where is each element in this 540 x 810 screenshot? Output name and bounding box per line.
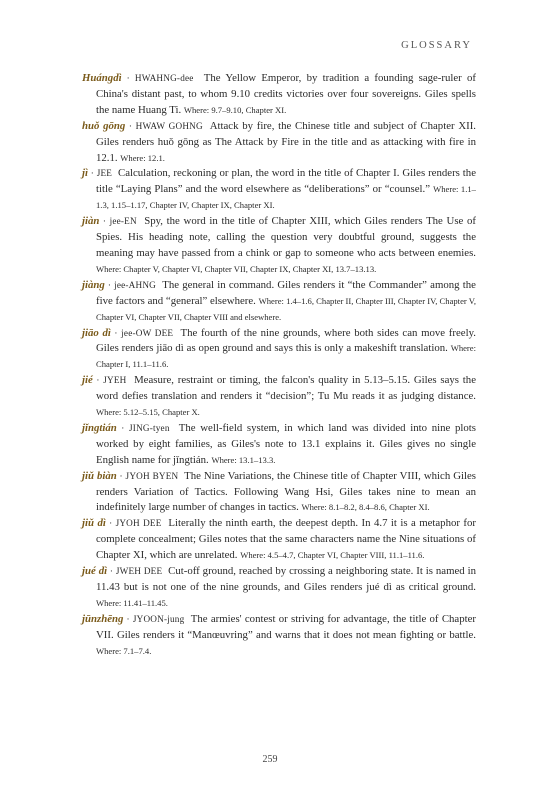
entry-where: Where: Chapter V, Chapter VI, Chapter VII, Chapter IX, Chapter XI, 13.7–13.13. — [96, 263, 377, 274]
glossary-entry — [82, 612, 476, 660]
entry-where: Where: Chapter I, 11.1–11.6. — [96, 343, 476, 370]
entry-definition: The well-field system, in which land was divided into nine plots worked by eight families, as Giles's note to 13.1 explains it. Giles gives no single English name for jǐngtián. — [96, 421, 476, 466]
entry-pronunciation: · jee-OW DEE — [110, 327, 174, 338]
entry-where: Where: 4.5–4.7, Chapter VI, Chapter VIII, 11.1–11.6. — [240, 550, 425, 561]
entry-pronunciation: · JYOH BYEN — [116, 470, 179, 481]
entry-headword: jiàn — [82, 215, 100, 228]
entry-definition: The Nine Variations, the Chinese title of Chapter VIII, which Giles renders Variation of Tactics. Following Wang Hsi, Giles takes nine to mean an indefinitely large number of changes in tactics. — [96, 469, 476, 514]
entry-definition: The armies' contest or striving for advantage, the title of Chapter VII. Giles renders it “Manœuvring” and warns that it does not mean fighting or battle. — [96, 612, 476, 641]
entry-where: Where: 1.1–1.3, 1.15–1.17, Chapter IV, Chapter IX, Chapter XI. — [96, 184, 476, 211]
entry-pronunciation: · HWAW GOHNG — [125, 120, 203, 131]
entry-pronunciation: · JEE — [88, 168, 113, 179]
entry-pronunciation: · HWAHNG-dee — [121, 73, 194, 83]
glossary-entry — [82, 119, 476, 167]
glossary-entry — [82, 421, 476, 469]
entry-pronunciation: · JWEH DEE — [107, 566, 163, 577]
entry-pronunciation: · JING-tyen — [116, 422, 170, 433]
entry-headword: jiǔ dì — [82, 517, 106, 530]
glossary-entries — [82, 71, 476, 660]
glossary-entry — [82, 214, 476, 278]
entry-headword: jǐngtián — [82, 421, 117, 434]
entry-pronunciation: · JYOH DEE — [105, 518, 162, 529]
page-number: 259 — [262, 754, 278, 765]
glossary-entry — [82, 71, 476, 119]
entry-where: Where: 12.1. — [120, 152, 165, 163]
entry-definition: The Yellow Emperor, by tradition a founding sage-ruler of China's distant past, to whom 9.10 credits victories over four sovereigns. Giles spells the name Huang Ti. — [96, 72, 476, 116]
entry-pronunciation: · jee-EN — [99, 216, 137, 227]
entry-definition: Calculation, reckoning or plan, the word in the title of Chapter I. Giles renders the title “Laying Plans” and the word elsewhere as “deliberations” or “counsel.” — [96, 167, 476, 196]
entry-headword: jūnzhēng — [82, 612, 124, 625]
entry-headword: jié — [82, 374, 93, 387]
glossary-entry — [82, 516, 476, 564]
entry-headword: jiǔ biàn — [82, 469, 117, 482]
glossary-entry — [82, 373, 476, 421]
entry-where: Where: 8.1–8.2, 8.4–8.6, Chapter XI. — [301, 502, 430, 513]
entry-where: Where: 9.7–9.10, Chapter XI. — [183, 104, 287, 115]
entry-where: Where: 5.12–5.15, Chapter X. — [96, 407, 200, 418]
entry-headword: jiāo dì — [82, 326, 111, 339]
glossary-entry — [82, 469, 476, 517]
entry-definition: Measure, restraint or timing, the falcon's quality in 5.13–5.15. Giles says the word defies translation and renders it “decision”; Tu Mu reads it as judging distance. — [96, 374, 476, 403]
glossary-entry — [82, 278, 476, 326]
entry-headword: jì — [82, 167, 88, 180]
entry-definition: Literally the ninth earth, the deepest depth. In 4.7 it is a metaphor for complete concealment; Giles notes that the same characters name the Nine situations of Chapter XI, which are unrelated. — [96, 517, 476, 562]
entry-where: Where: 13.1–13.3. — [211, 454, 276, 465]
glossary-entry — [82, 166, 476, 214]
entry-where: Where: 1.4–1.6, Chapter II, Chapter III, Chapter IV, Chapter V, Chapter VI, Chapter VII, Chapter VIII and elsewhere. — [96, 295, 477, 322]
running-head: GLOSSARY — [401, 40, 472, 51]
entry-headword: Huángdì — [82, 72, 122, 84]
entry-where: Where: 7.1–7.4. — [96, 645, 152, 656]
entry-pronunciation: · JYEH — [92, 375, 127, 386]
entry-where: Where: 11.41–11.45. — [96, 597, 168, 608]
entry-headword: jiàng — [82, 278, 105, 291]
entry-headword: jué dì — [82, 565, 108, 578]
entry-definition: The general in command. Giles renders it “the Commander” among the five factors and “general” elsewhere. — [96, 278, 476, 307]
entry-definition: The fourth of the nine grounds, where both sides can move freely. Giles renders jiāo dì as open ground and says this is only a makeshift translation. — [96, 326, 476, 355]
entry-definition: Cut-off ground, reached by crossing a neighboring state. It is named in 11.43 but is not one of the nine grounds, and Giles renders jué dì as critical ground. — [96, 565, 476, 593]
entry-headword: huǒ gōng — [82, 119, 126, 132]
entry-pronunciation: · JYOON-jung — [123, 613, 185, 624]
glossary-entry — [82, 326, 476, 374]
entry-definition: Spy, the word in the title of Chapter XIII, which Giles renders The Use of Spies. His heading note, calling the question very doubtful ground, suggests the meaning may have passed from a chink or gap to someone who acts between enemies. — [96, 215, 476, 259]
entry-pronunciation: · jee-AHNG — [104, 279, 157, 290]
glossary-entry — [82, 564, 476, 612]
entry-definition: Attack by fire, the Chinese title and subject of Chapter XII. Giles renders huǒ gōng as The Attack by Fire in the title and as attacking with fire in 12.1. — [96, 119, 477, 164]
